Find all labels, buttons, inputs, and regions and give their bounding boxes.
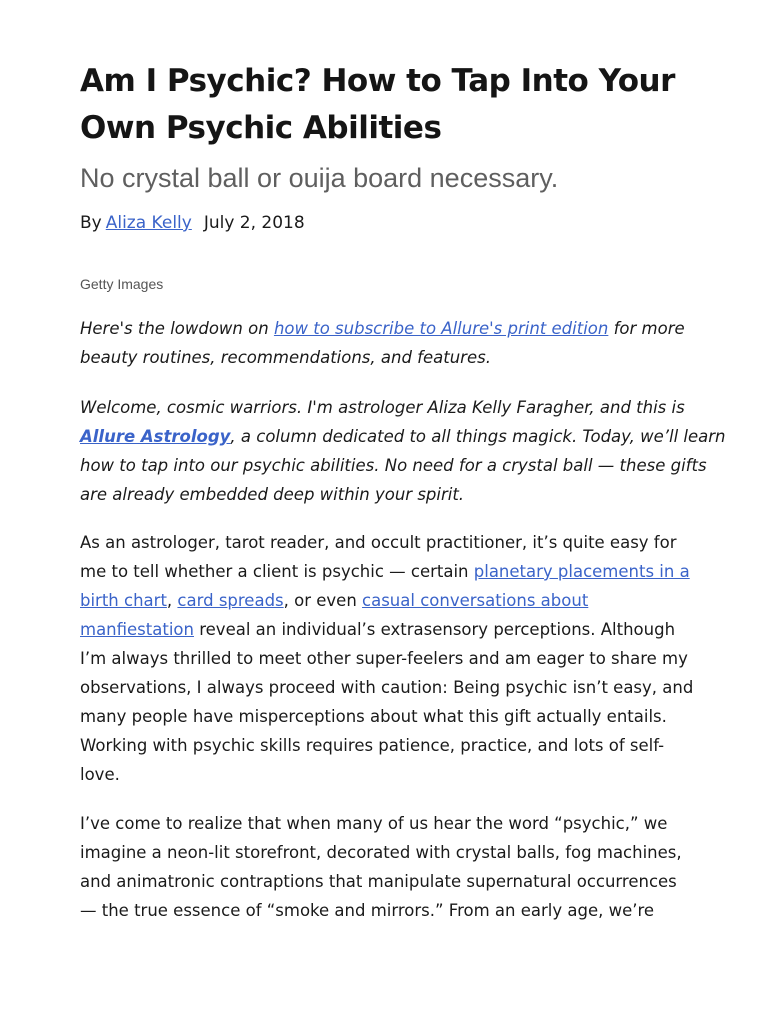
text-run: Here's the lowdown on xyxy=(80,319,274,338)
manifestation-link[interactable]: casual conversations about xyxy=(362,591,589,610)
welcome-paragraph xyxy=(80,393,726,509)
paragraph-line: are already embedded deep within your spirit. xyxy=(80,485,465,504)
card-spreads-link[interactable]: card spreads xyxy=(177,591,284,610)
paragraph-line: Welcome, cosmic warriors. I'm astrologer Aliza Kelly Faragher, and this is xyxy=(80,398,685,417)
image-credit: Getty Images xyxy=(80,276,164,292)
article-subtitle: No crystal ball or ouija board necessary. xyxy=(80,163,559,193)
paragraph-line: I’ve come to realize that when many of us hear the word “psychic,” we xyxy=(80,814,668,833)
text-run: , xyxy=(166,591,178,610)
paragraph-line: many people have misperceptions about what this gift actually entails. xyxy=(80,707,667,726)
text-run: , or even xyxy=(283,591,363,610)
paragraph-line xyxy=(80,586,700,615)
paragraph-line: Working with psychic skills requires patience, practice, and lots of self- xyxy=(80,736,665,755)
birth-chart-link[interactable]: birth chart xyxy=(80,591,167,610)
paragraph-line xyxy=(80,615,700,644)
byline-prefix: By xyxy=(80,213,102,233)
text-run: me to tell whether a client is psychic — certain xyxy=(80,562,474,581)
text-run: reveal an individual’s extrasensory perceptions. Although xyxy=(193,620,676,639)
body-paragraph xyxy=(80,528,700,789)
paragraph-line: — the true essence of “smoke and mirrors.” From an early age, we’re xyxy=(80,901,655,920)
article-title-line: Own Psychic Abilities xyxy=(80,110,442,146)
paragraph-line: I’m always thrilled to meet other super-feelers and am eager to share my xyxy=(80,649,688,668)
text-run: for more xyxy=(608,319,685,338)
paragraph-line: and animatronic contraptions that manipulate supernatural occurrences xyxy=(80,872,677,891)
intro-paragraph xyxy=(80,314,700,372)
paragraph-line xyxy=(80,557,700,586)
paragraph-line: love. xyxy=(80,765,120,784)
publish-date: July 2, 2018 xyxy=(203,213,305,233)
text-run: , a column dedicated to all things magick. Today, we’ll learn xyxy=(230,427,726,446)
paragraph-line: how to tap into our psychic abilities. No need for a crystal ball — these gifts xyxy=(80,456,707,475)
article-title xyxy=(80,58,700,152)
body-paragraph xyxy=(80,809,700,925)
byline xyxy=(80,211,305,235)
planetary-placements-link[interactable]: planetary placements in a xyxy=(473,562,690,581)
paragraph-line xyxy=(80,314,700,343)
subscribe-link[interactable]: how to subscribe to Allure's print edition xyxy=(273,319,609,338)
paragraph-line xyxy=(80,422,726,451)
paragraph-line: beauty routines, recommendations, and features. xyxy=(80,348,491,367)
paragraph-line: observations, I always proceed with caution: Being psychic isn’t easy, and xyxy=(80,678,694,697)
article-title-line: Am I Psychic? How to Tap Into Your xyxy=(80,63,675,99)
allure-astrology-link[interactable]: Allure Astrology xyxy=(80,427,231,446)
paragraph-line: As an astrologer, tarot reader, and occult practitioner, it’s quite easy for xyxy=(80,533,677,552)
author-link[interactable]: Aliza Kelly xyxy=(105,213,192,233)
paragraph-line: imagine a neon-lit storefront, decorated with crystal balls, fog machines, xyxy=(80,843,682,862)
manifestation-link[interactable]: manfiestation xyxy=(80,620,194,639)
